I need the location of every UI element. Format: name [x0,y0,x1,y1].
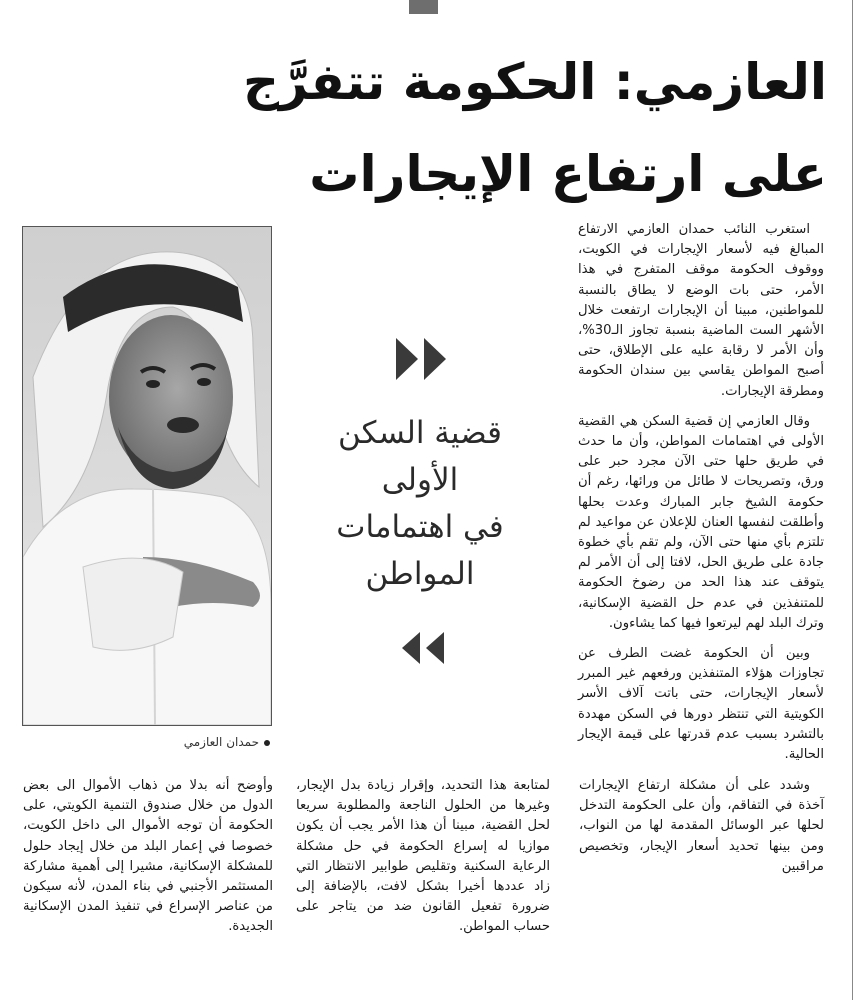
headline-line-2: على ارتفاع الإيجارات [309,145,827,203]
paragraph: وقال العازمي إن قضية السكن هي القضية الأولى في اهتمامات المواطن، وأن ما حدث في طريق حلها حتى الآن مجرد حبر على ورق، وتصريحات لا طائل من ورائها، رغم أن حكومة الشيخ جابر المبارك وعدت بحلها وأطلقت لنفسها العنان للإعلان عن مواعيد لم تلتزم بأي منها حتى الآن، ولم تقم بأي خطوة جادة على طريق الحل، لافتا إلى أن الأمر لم يتوقف عند هذا الحد من رضوخ الحكومة للمتنفذين في عدم حل القضية الإسكانية، وترك البلد لهم ليرتعوا فيها كما يشاءون. [578,413,824,631]
paragraph: استغرب النائب حمدان العازمي الارتفاع المبالغ فيه لأسعار الإيجارات في الكويت، ووقوف الحكومة موقف المتفرج في هذا الأمر، حتى بات الوضع لا يطاق بالنسبة للمواطنين، مبينا أن الإيجارات ارتفعت خلال الأشهر الست الماضية بنسبة تجاوز الـ30%، وأن الأمر لا رقابة عليه على الإطلاق، حتى أصبح المواطن يقاسي بين سندان الحكومة ومطرقة الإيجارات. [578,222,824,399]
bullet-dot [264,740,270,746]
pull-quote-line: قضية السكن [338,415,502,451]
photo-caption [110,735,270,749]
pull-quote-line: المواطن [365,556,475,592]
paragraph: وشدد على أن مشكلة ارتفاع الإيجارات آخذة في التفاقم، وأن على الحكومة التدخل لحلها عبر الوسائل المقدمة لها من النواب، ومن بينها تحديد أسعار الإيجار، وتخصيص مراقبين [579,778,824,874]
portrait-illustration [23,227,271,725]
quote-open-icon [394,336,454,382]
page-border [852,0,853,1000]
article-bottom-column-middle [296,776,550,938]
paragraph: لمتابعة هذا التحديد، وإقرار زيادة بدل الإيجار، وغيرها من الحلول الناجعة والمطلوبة سريعا لحل القضية، مبينا أن هذا الأمر يجب أن يكون موازيا له إسراع الحكومة في حل مشكلة الرعاية السكنية وتقليص طوابير الانتظار التي زاد عددها أخيرا بشكل لافت، بالإضافة إلى ضرورة تفعيل القانون ضد من يتاجر على حساب المواطن. [296,778,550,935]
pull-quote-line: الأولى [381,462,459,498]
article-bottom-column-right [579,776,824,877]
pull-quote [300,410,540,598]
portrait-photo [22,226,272,726]
headline [207,36,827,220]
paragraph: وأوضح أنه بدلا من ذهاب الأموال الى بعض الدول من خلال صندوق التنمية الكويتي، على الحكومة أن توجه الأموال الى داخل الكويت، خصوصا في إعمار البلد من خلال إيجاد حلول للمشكلة الإسكانية، مشيرا إلى أهمية مشاركة المستثمر الأجنبي في بناء المدن، لأنه سيكون من عناصر الإسراع في تنفيذ المدن الإسكانية الجديدة. [23,778,273,935]
article-right-column [578,220,824,765]
article-bottom-column-left [23,776,273,938]
page-tab-marker [409,0,438,14]
paragraph: وبين أن الحكومة غضت الطرف عن تجاوزات هؤلاء المتنفذين ورفعهم غير المبرر لأسعار الإيجارات، حتى باتت آلاف الأسر الكويتية التي تنتظر دورها في السكن مهددة بالتشرد بسبب عدم قدرتها على قيمة الإيجار الحالية. [578,646,824,763]
pull-quote-line: في اهتمامات [336,509,504,545]
headline-line-1: العازمي: الحكومة تتفرَّج [242,53,827,111]
caption-text: حمدان العازمي [183,735,259,749]
quote-close-icon [400,630,446,666]
